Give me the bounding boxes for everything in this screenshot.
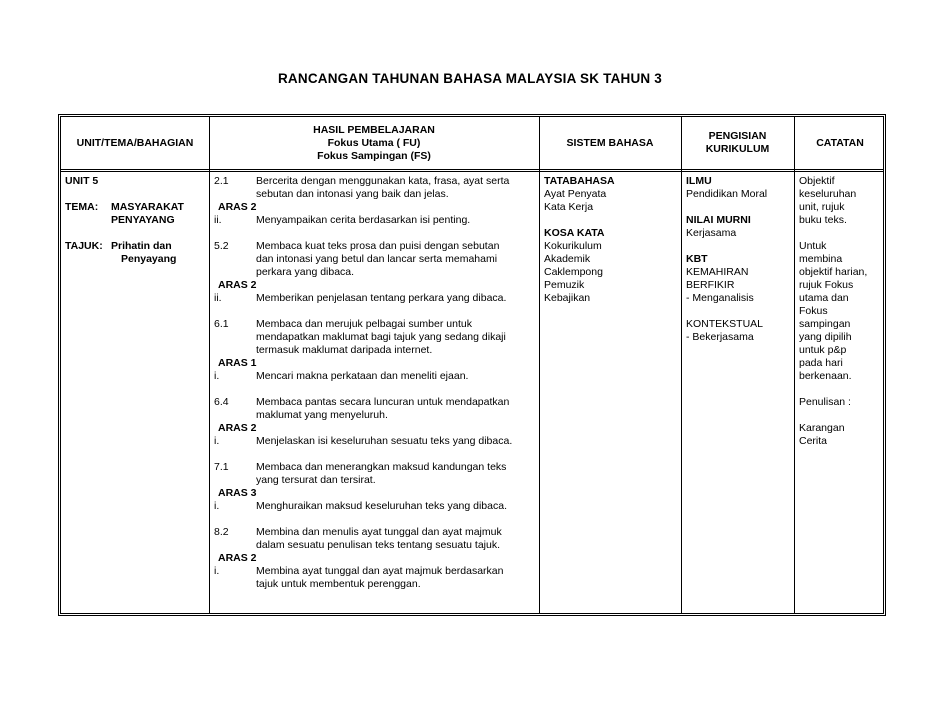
aras-label: ARAS 2 [218, 279, 257, 291]
unit-label: UNIT 5 [65, 175, 99, 187]
hasil-number: 6.4 [214, 396, 229, 408]
catatan-line: Objektif [799, 175, 835, 187]
unit-cell [65, 175, 207, 266]
hasil-number [214, 331, 256, 344]
hasil-block [214, 318, 536, 383]
aras-label: ARAS 3 [218, 487, 257, 499]
tema-row [65, 214, 207, 227]
header-catatan-text: CATATAN [816, 136, 864, 149]
col-divider [681, 117, 682, 613]
aras-text: tajuk untuk membentuk perenggan. [256, 578, 421, 590]
header-catatan [794, 117, 886, 169]
hasil-line [214, 409, 536, 422]
kbt-heading: KBT [686, 253, 708, 265]
tatabahasa-heading: TATABAHASA [544, 175, 615, 187]
col-divider [539, 117, 540, 613]
catatan-line: keseluruhan [799, 188, 857, 200]
hasil-line [214, 461, 536, 474]
aras-text: Memberikan penjelasan tentang perkara yang dibaca. [256, 292, 507, 304]
sistem-item: Caklempong [544, 266, 603, 278]
header-unit [61, 117, 209, 169]
hasil-line [214, 266, 536, 279]
tajuk-row [65, 253, 207, 266]
tajuk-label: TAJUK: [65, 240, 103, 252]
hasil-text: Membaca dan merujuk pelbagai sumber untuk [256, 318, 472, 330]
header-hasil-line: Fokus Utama ( FU) [327, 136, 421, 149]
hasil-text: Membaca kuat teks prosa dan puisi dengan sebutan [256, 240, 500, 252]
aras-label: ARAS 2 [218, 201, 257, 213]
aras-number: ii. [214, 292, 222, 304]
aras-text: Mencari makna perkataan dan meneliti ejaan. [256, 370, 469, 382]
header-pengisian-line: KURIKULUM [705, 143, 770, 155]
hasil-number [214, 474, 256, 487]
hasil-number: 6.1 [214, 318, 229, 330]
tema-label: TEMA: [65, 201, 99, 213]
hasil-text: Membina dan menulis ayat tunggal dan ayat majmuk [256, 526, 502, 538]
hasil-number [214, 409, 256, 422]
header-unit-text: UNIT/TEMA/BAHAGIAN [76, 136, 194, 149]
hasil-text: termasuk maklumat daripada internet. [256, 344, 433, 356]
catatan-line: Cerita [799, 435, 828, 447]
hasil-number: 7.1 [214, 461, 229, 473]
hasil-line [214, 188, 536, 201]
pengisian-item: KEMAHIRAN [686, 266, 749, 278]
pengisian-item: Kerjasama [686, 227, 737, 239]
pengisian-item: KONTEKSTUAL [686, 318, 764, 330]
sistem-item: Ayat Penyata [544, 188, 607, 200]
header-pengisian [681, 117, 794, 169]
hasil-line [214, 331, 536, 344]
hasil-number: 8.2 [214, 526, 229, 538]
hasil-line [214, 396, 536, 409]
catatan-line: berkenaan. [799, 370, 852, 382]
header-pengisian-line: PENGISIAN [708, 130, 767, 142]
catatan-cell [799, 175, 885, 461]
catatan-line: unit, rujuk [799, 201, 845, 213]
catatan-paragraph [799, 240, 885, 383]
aras-line [214, 214, 536, 227]
aras-text: Membina ayat tunggal dan ayat majmuk berdasarkan [256, 565, 504, 577]
pengisian-item: - Bekerjasama [686, 331, 754, 343]
catatan-line: yang dipilih [799, 331, 852, 343]
catatan-line: Untuk [799, 240, 827, 252]
tajuk-row [65, 240, 207, 253]
sistem-item: Kokurikulum [544, 240, 602, 252]
catatan-line: Karangan [799, 422, 845, 434]
sistem-item: Kata Kerja [544, 201, 594, 213]
aras-line [214, 578, 536, 591]
pengisian-cell [686, 175, 792, 344]
hasil-line [214, 318, 536, 331]
catatan-line: rujuk Fokus [799, 279, 854, 291]
sistem-item: Kebajikan [544, 292, 591, 304]
catatan-paragraph [799, 175, 885, 227]
aras-line [214, 435, 536, 448]
tajuk-value: Prihatin dan [111, 240, 172, 252]
sistem-item: Pemuzik [544, 279, 585, 291]
hasil-block [214, 175, 536, 227]
header-sistem-text: SISTEM BAHASA [566, 136, 654, 149]
header-hasil [209, 117, 539, 169]
hasil-text: mendapatkan maklumat bagi tajuk yang sedang dikaji [256, 331, 506, 343]
hasil-line [214, 539, 536, 552]
hasil-text: Membaca pantas secara luncuran untuk mendapatkan [256, 396, 510, 408]
hasil-number: 5.2 [214, 240, 229, 252]
hasil-line [214, 175, 536, 188]
nilai-heading: NILAI MURNI [686, 214, 751, 226]
hasil-text: dalam sesuatu penulisan teks tentang sesuatu tajuk. [256, 539, 500, 551]
aras-text: Menghuraikan maksud keseluruhan teks yang dibaca. [256, 500, 507, 512]
aras-number: ii. [214, 214, 222, 226]
aras-label: ARAS 1 [218, 357, 257, 369]
catatan-line: Fokus [799, 305, 828, 317]
header-hasil-line: HASIL PEMBELAJARAN [313, 123, 435, 136]
hasil-block [214, 461, 536, 513]
hasil-cell [214, 175, 536, 604]
aras-line [214, 565, 536, 578]
catatan-line: sampingan [799, 318, 851, 330]
hasil-number [214, 266, 256, 279]
pengisian-item: Pendidikan Moral [686, 188, 768, 200]
aras-number: i. [214, 370, 220, 382]
hasil-block [214, 396, 536, 448]
hasil-text: Membaca dan menerangkan maksud kandungan teks [256, 461, 507, 473]
catatan-paragraph [799, 396, 885, 409]
catatan-line: objektif harian, [799, 266, 868, 278]
aras-line [214, 292, 536, 305]
hasil-number: 2.1 [214, 175, 229, 187]
hasil-number [214, 539, 256, 552]
hasil-line [214, 240, 536, 253]
hasil-line [214, 526, 536, 539]
hasil-block [214, 526, 536, 591]
title-text: RANCANGAN TAHUNAN BAHASA MALAYSIA SK TAHUN 3 [277, 71, 663, 86]
pengisian-item: BERFIKIR [686, 279, 735, 291]
aras-number: i. [214, 565, 220, 577]
aras-number: i. [214, 500, 220, 512]
tema-value: MASYARAKAT [111, 201, 184, 213]
sistem-cell [544, 175, 679, 305]
aras-label: ARAS 2 [218, 422, 257, 434]
col-divider [794, 117, 795, 613]
hasil-text: dan intonasi yang betul dan lancar serta memahami [256, 253, 498, 265]
hasil-text: perkara yang dibaca. [256, 266, 355, 278]
hasil-text: sebutan dan intonasi yang baik dan jelas. [256, 188, 449, 200]
ilmu-heading: ILMU [686, 175, 712, 187]
aras-line [214, 370, 536, 383]
page-title [0, 71, 942, 86]
catatan-line: untuk p&p [799, 344, 847, 356]
aras-number: i. [214, 435, 220, 447]
tema-value: PENYAYANG [111, 214, 175, 226]
pengisian-item: - Menganalisis [686, 292, 754, 304]
hasil-line [214, 253, 536, 266]
hasil-text: maklumat yang menyeluruh. [256, 409, 388, 421]
tajuk-value: Penyayang [121, 253, 177, 265]
plan-table [58, 114, 886, 616]
hasil-number [214, 188, 256, 201]
hasil-number [214, 253, 256, 266]
catatan-line: membina [799, 253, 843, 265]
hasil-number [214, 344, 256, 357]
header-hasil-line: Fokus Sampingan (FS) [317, 149, 431, 162]
header-sistem [539, 117, 681, 169]
catatan-paragraph [799, 422, 885, 448]
kosa-kata-heading: KOSA KATA [544, 227, 605, 239]
hasil-line [214, 474, 536, 487]
col-divider [209, 117, 210, 613]
hasil-line [214, 344, 536, 357]
header-divider [61, 169, 883, 172]
hasil-text: yang tersurat dan tersirat. [256, 474, 376, 486]
aras-number [214, 578, 256, 591]
catatan-line: pada hari [799, 357, 843, 369]
tema-row [65, 201, 207, 214]
hasil-text: Bercerita dengan menggunakan kata, frasa, ayat serta [256, 175, 510, 187]
hasil-block [214, 240, 536, 305]
sistem-item: Akademik [544, 253, 591, 265]
aras-line [214, 500, 536, 513]
aras-label: ARAS 2 [218, 552, 257, 564]
aras-text: Menyampaikan cerita berdasarkan isi penting. [256, 214, 471, 226]
catatan-line: Penulisan : [799, 396, 851, 408]
catatan-line: buku teks. [799, 214, 847, 226]
aras-text: Menjelaskan isi keseluruhan sesuatu teks yang dibaca. [256, 435, 513, 447]
catatan-line: utama dan [799, 292, 849, 304]
